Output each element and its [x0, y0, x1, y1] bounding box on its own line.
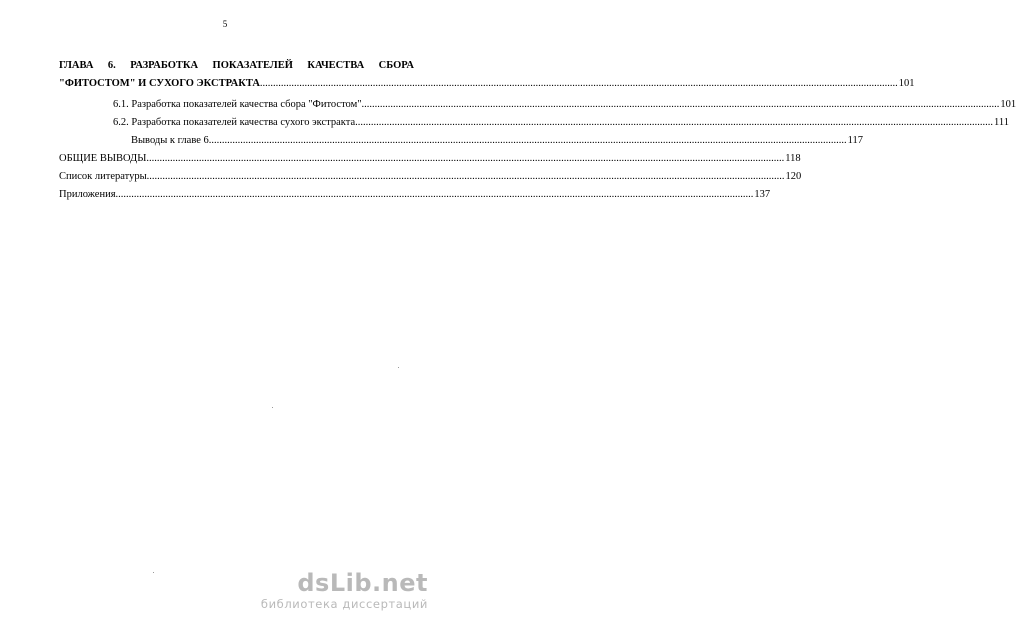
- page-number: 5: [222, 19, 228, 29]
- toc-entry-text: 6.2. Разработка показателей качества сухого экстракта: [113, 117, 356, 128]
- watermark-subtitle: библиотека диссертаций: [260, 597, 428, 611]
- toc-entry-6-2: [59, 116, 1009, 129]
- dot-leader: [146, 152, 784, 165]
- chapter-heading-line1: [59, 60, 414, 71]
- toc-entry-page: 101: [1000, 99, 1016, 110]
- toc-entry-references: [59, 170, 802, 183]
- toc-chapter-6: [59, 60, 915, 89]
- toc-entry-page: 117: [847, 135, 863, 146]
- scan-speck: [272, 407, 273, 408]
- watermark: [261, 569, 428, 611]
- toc-entry-general-conclusions: [59, 152, 801, 165]
- watermark-brand: dsLib.net: [297, 569, 428, 597]
- chapter-word: КАЧЕСТВА: [307, 60, 365, 71]
- toc-entry-conclusions-ch6: [59, 134, 863, 147]
- chapter-word: РАЗРАБОТКА: [130, 60, 199, 71]
- toc-entry-page: 118: [785, 153, 801, 164]
- toc-entry-text: Выводы к главе 6: [131, 135, 209, 146]
- chapter-page: 101: [898, 78, 915, 89]
- dot-leader: [355, 116, 993, 129]
- dot-leader: [260, 78, 898, 89]
- scan-speck: [398, 367, 399, 368]
- toc-entry-text: 6.1. Разработка показателей качества сбора "Фитостом": [113, 99, 362, 110]
- toc-entry-page: 137: [754, 189, 771, 200]
- dot-leader: [209, 134, 847, 147]
- scan-speck: [153, 572, 154, 573]
- chapter-title-text: "ФИТОСТОМ" И СУХОГО ЭКСТРАКТА: [59, 78, 260, 89]
- chapter-word: СБОРА: [378, 60, 414, 71]
- toc-entry-page: 111: [994, 117, 1009, 128]
- toc-entry-page: 120: [785, 171, 802, 182]
- dot-leader: [362, 98, 1000, 111]
- toc-entry-text: Приложения: [59, 189, 116, 200]
- toc-entry-text: ОБЩИЕ ВЫВОДЫ: [59, 153, 147, 164]
- toc-entry-text: Список литературы: [59, 171, 147, 182]
- dot-leader: [116, 188, 754, 201]
- toc-entry-appendices: [59, 188, 771, 201]
- chapter-heading-line2: [59, 78, 915, 89]
- toc-entry-6-1: [59, 98, 1016, 111]
- dot-leader: [147, 170, 785, 183]
- chapter-word: ГЛАВА: [59, 60, 94, 71]
- chapter-word: ПОКАЗАТЕЛЕЙ: [212, 60, 293, 71]
- chapter-word: 6.: [107, 60, 116, 71]
